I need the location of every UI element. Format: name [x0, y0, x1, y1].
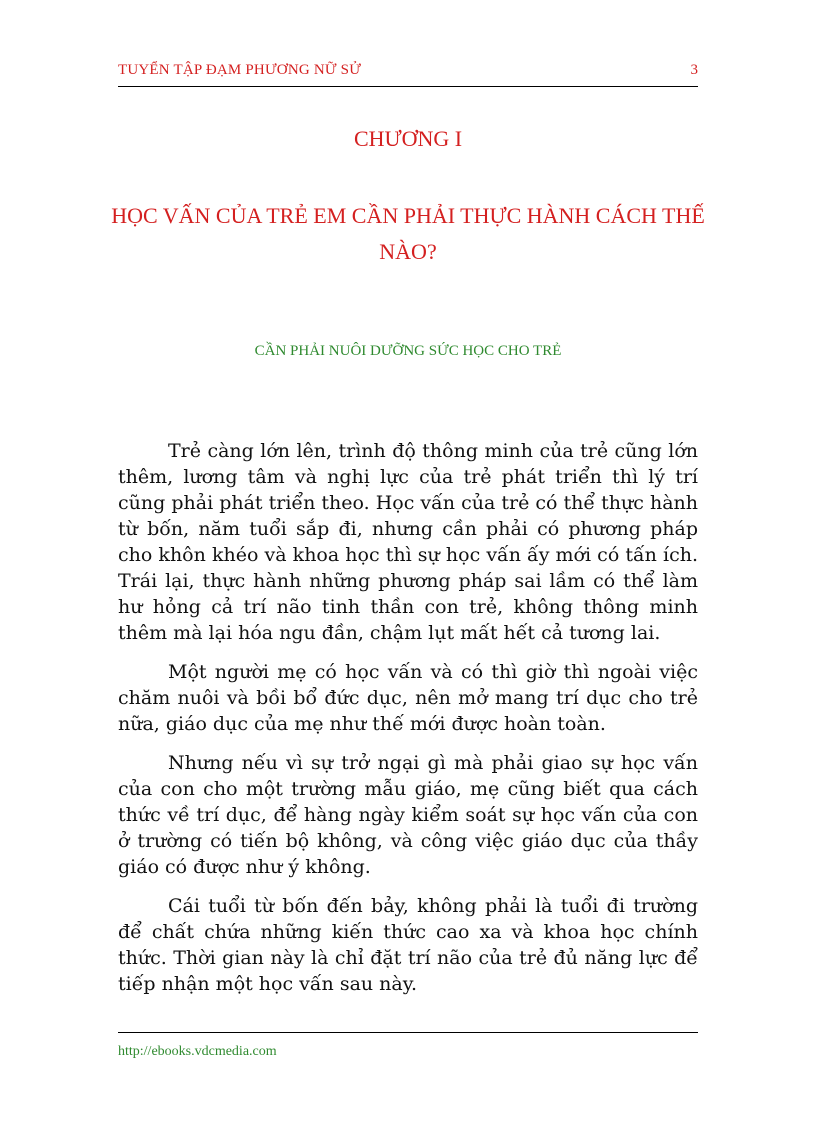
paragraph-2: Một người mẹ có học vấn và có thì giờ thì ngoài việc chăm nuôi và bồi bổ đức dục, nên mở mang trí dục cho trẻ nữa, giáo dục của mẹ như thế mới được hoàn toàn.: [118, 661, 698, 735]
book-title: TUYỂN TẬP ĐẠM PHƯƠNG NỮ SỬ: [118, 62, 362, 78]
page-header: [118, 62, 698, 84]
paragraph-1: Trẻ càng lớn lên, trình độ thông minh của trẻ cũng lớn thêm, lương tâm và nghị lực của trẻ phát triển thì lý trí cũng phải phát triển theo. Học vấn của trẻ có thể thực hành từ bốn, năm tuổi sắp đi, nhưng cần phải có phương pháp cho khôn khéo và khoa học thì sự học vấn ấy mới có tấn ích. Trái lại, thực hành những phương pháp sai lầm có thể làm hư hỏng cả trí não tinh thần con trẻ, không thông minh thêm mà lại hóa ngu đần, chậm lụt mất hết cả tương lai.: [118, 440, 698, 644]
header-divider: [118, 86, 698, 87]
footer-divider: [118, 1032, 698, 1033]
paragraph-4: Cái tuổi từ bốn đến bảy, không phải là tuổi đi trường để chất chứa những kiến thức cao xa và khoa học chính thức. Thời gian này là chỉ đặt trí não của trẻ đủ năng lực để tiếp nhận một học vấn sau này.: [118, 895, 698, 995]
source-link[interactable]: http://ebooks.vdcmedia.com: [118, 1044, 277, 1059]
paragraph-3: Nhưng nếu vì sự trở ngại gì mà phải giao sự học vấn của con cho một trường mẫu giáo, mẹ cũng biết qua cách thức về trí dục, để hàng ngày kiểm soát sự học vấn của con ở trường có tiến bộ không, và công việc giáo dục của thầy giáo có được như ý không.: [118, 752, 698, 878]
page-number: 3: [690, 62, 698, 78]
section-title: CẦN PHẢI NUÔI DƯỠNG SỨC HỌC CHO TRẺ: [254, 343, 562, 359]
body-text: [118, 438, 698, 1010]
chapter-label: CHƯƠNG I: [353, 126, 463, 151]
chapter-title: HỌC VẤN CỦA TRẺ EM CẦN PHẢI THỰC HÀNH CÁCH THẾ NÀO?: [111, 203, 705, 264]
